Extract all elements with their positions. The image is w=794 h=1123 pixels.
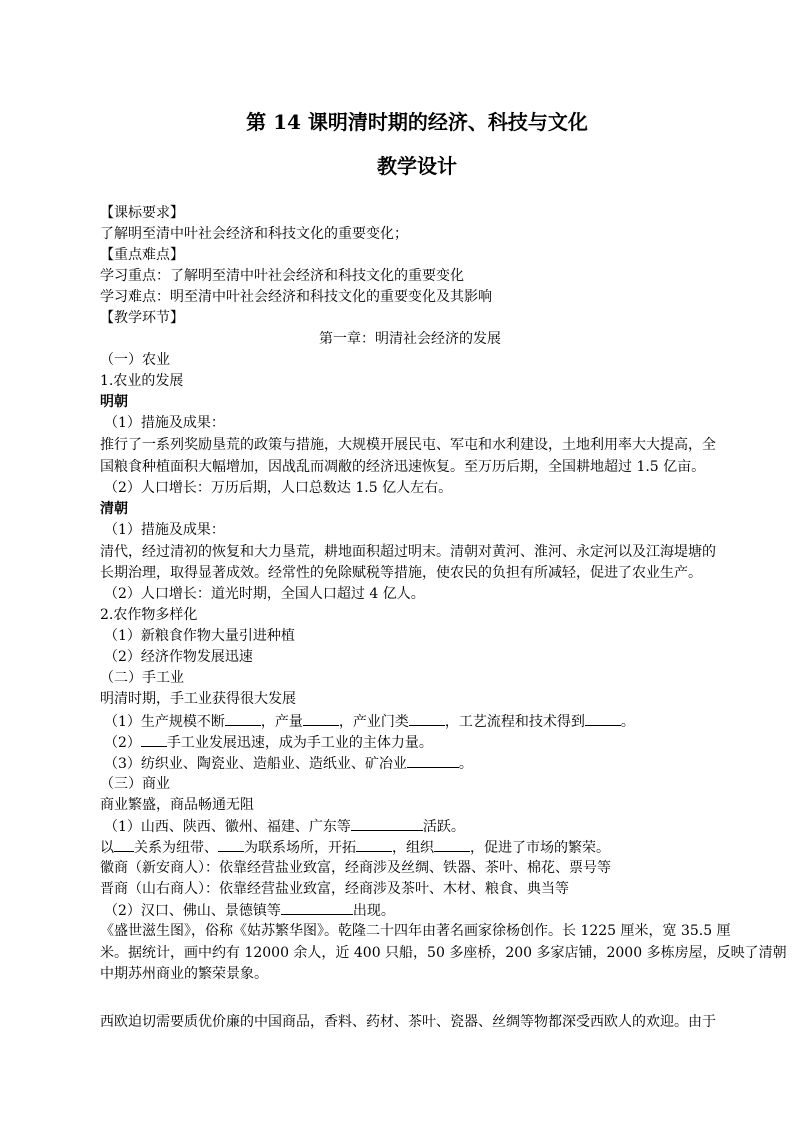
text-line: 晋商（山右商人）：依靠经营盐业致富，经商涉及茶叶、木材、粮食、典当等 [100,881,569,897]
page-title: 第 14 课明清时期的经济、科技与文化 [246,110,588,134]
fill-blank-line: （1）生产规模不断 ，产量 ，产业门类 ，工艺流程和技术得到 。 [104,711,635,732]
blank[interactable] [218,837,244,852]
blank[interactable] [585,711,621,726]
text-line: 《盛世滋生图》，俗称《姑苏繁华图》。乾隆二十四年由著名画家徐杨创作。长 1225 厘米，宽 35.5 厘 [100,923,731,939]
chapter-heading: 第一章：明清社会经济的发展 [319,331,501,347]
blank[interactable] [356,837,392,852]
text-line: （一）农业 [100,352,170,368]
text-line: 国粮食种植面积大幅增加，因战乱而凋敝的经济迅速恢复。至万历后期，全国耕地超过 1.5 亿亩。 [100,459,706,475]
text-line: 1.农业的发展 [100,373,184,389]
blank[interactable] [434,837,470,852]
section-heading: 【重点难点】 [100,247,184,263]
page-subtitle: 教学设计 [377,154,457,178]
text-line: 米。据统计，画中约有 12000 余人，近 400 只船，50 多座桥，200 多家店铺，2000 多栋房屋，反映了清朝 [100,945,787,961]
text-line: 学习难点：明至清中叶社会经济和科技文化的重要变化及其影响 [100,289,492,305]
text-line: （三）商业 [100,776,170,792]
section-heading: 【教学环节】 [100,310,184,326]
text-line: 长期治理，取得显著成效。经常性的免除赋税等措施，使农民的负担有所减轻，促进了农业生产。 [100,565,702,581]
text-line: （1）措施及成果： [104,522,225,538]
fill-blank-line: （3）纺织业、陶瓷业、造船业、造纸业、矿冶业 。 [104,753,473,774]
text-line: 学习重点：了解明至清中叶社会经济和科技文化的重要变化 [100,268,464,284]
blank[interactable] [407,753,459,768]
text-line: 推行了一系列奖励垦荒的政策与措施，大规模开展民屯、军屯和水利建设，土地利用率大大提高，全 [100,437,716,453]
fill-blank-line: （1）山西、陕西、徽州、福建、广东等 活跃。 [104,816,465,837]
text-line: （二）手工业 [100,670,184,686]
text-line: 清代，经过清初的恢复和大力垦荒，耕地面积超过明末。清朝对黄河、淮河、永定河以及江海堤塘的 [100,544,716,560]
text-line: 徽商（新安商人）：依靠经营盐业致富，经商涉及丝绸、铁器、茶叶、棉花、票号等 [100,860,611,876]
blank[interactable] [303,711,339,726]
blank[interactable] [225,711,261,726]
subheading: 清朝 [100,501,128,517]
text-line: 明清时期，手工业获得很大发展 [100,691,296,707]
blank[interactable] [141,732,167,747]
blank[interactable] [351,816,423,831]
fill-blank-line: 以 关系为纽带、 为联系场所，开拓 ，组织 ，促进了市场的繁荣。 [100,837,610,858]
text-line: （2）人口增长：道光时期，全国人口超过 4 亿人。 [104,586,425,602]
text-line: （1）新粮食作物大量引进种植 [104,628,295,644]
text-line: 2.农作物多样化 [100,607,198,623]
fill-blank-line: （2） 手工业发展迅速，成为手工业的主体力量。 [104,732,433,753]
fill-blank-line: （2）汉口、佛山、景德镇等 出现。 [104,900,395,921]
text-line: 了解明至清中叶社会经济和科技文化的重要变化； [100,226,408,242]
text-line: （2）经济作物发展迅速 [104,649,253,665]
text-line: 西欧迫切需要质优价廉的中国商品，香料、药材、茶叶、瓷器、丝绸等物都深受西欧人的欢迎。由于 [100,1014,716,1030]
text-line: 中期苏州商业的繁荣景象。 [100,966,268,982]
blank[interactable] [114,837,134,852]
subheading: 明朝 [100,394,128,410]
blank[interactable] [409,711,445,726]
section-heading: 【课标要求】 [100,205,184,221]
text-line: （1）措施及成果： [104,415,225,431]
text-line: （2）人口增长：万历后期，人口总数达 1.5 亿人左右。 [104,480,453,496]
blank[interactable] [281,900,353,915]
text-line: 商业繁盛，商品畅通无阻 [100,797,254,813]
